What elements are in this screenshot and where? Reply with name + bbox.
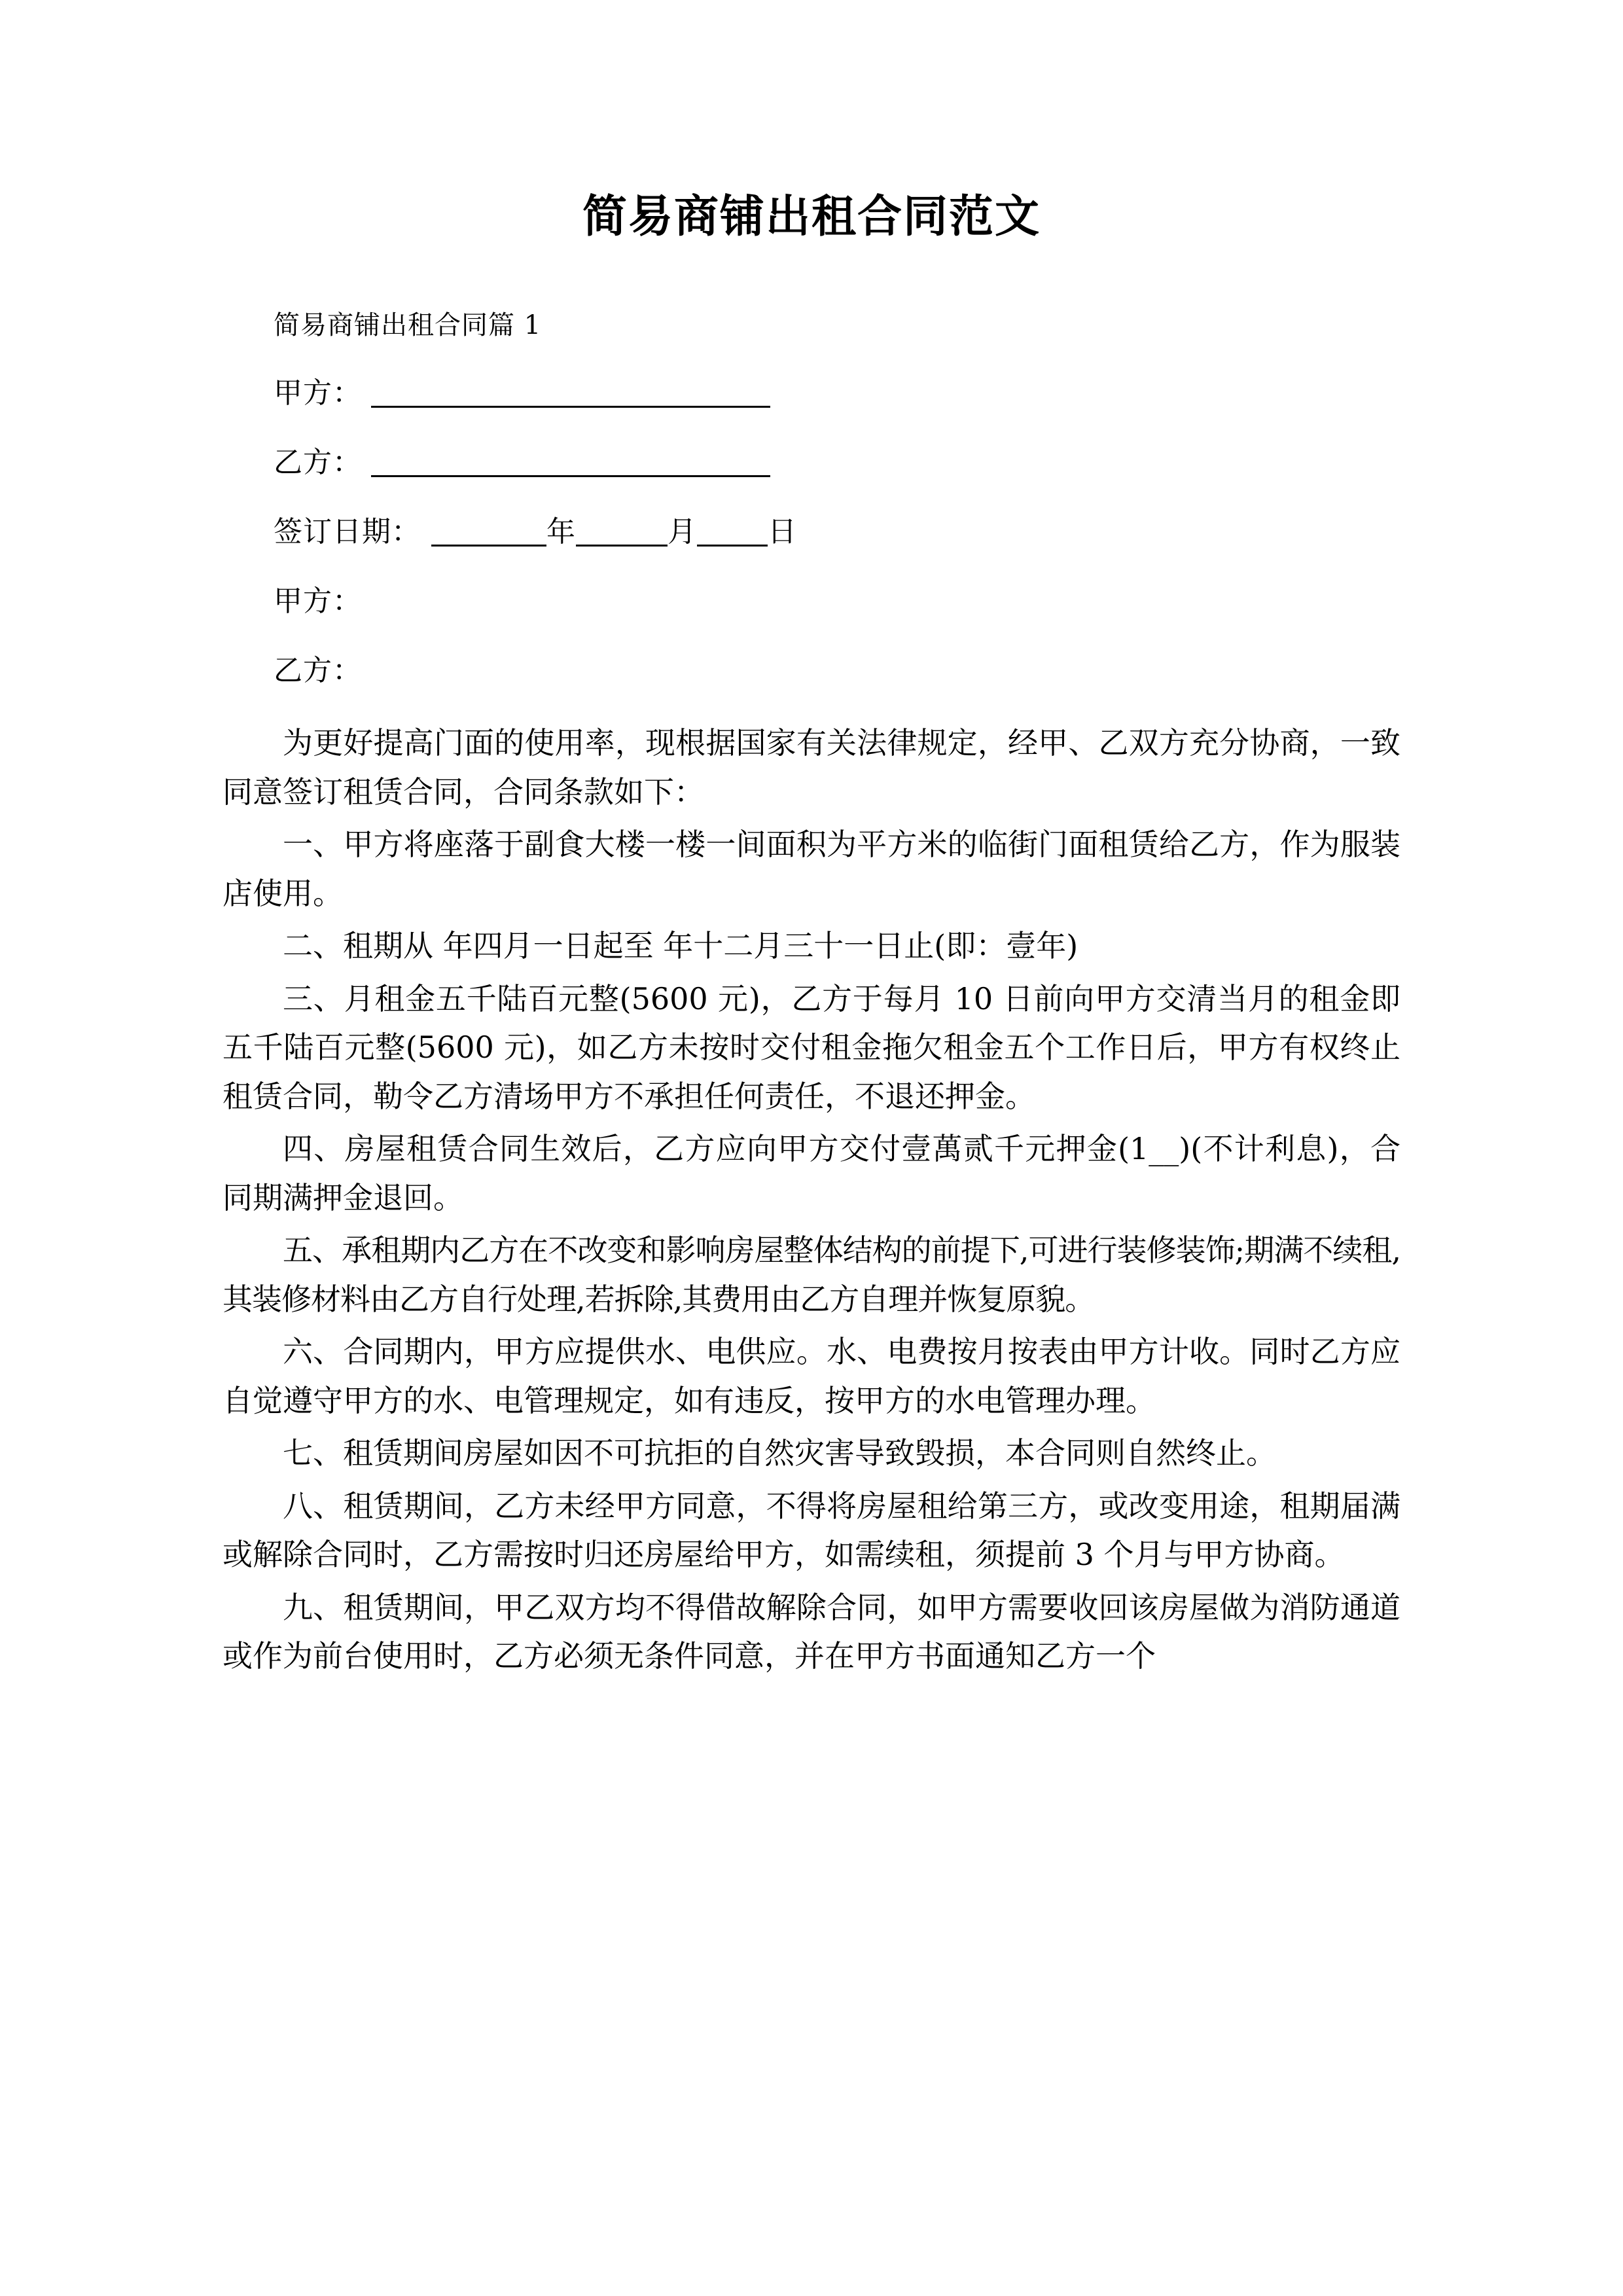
party-b-signature-label: 乙方：: [274, 654, 362, 688]
party-a-blank[interactable]: [371, 377, 770, 408]
party-a-signature-label: 甲方：: [274, 584, 362, 619]
sign-date-year-blank[interactable]: [431, 516, 546, 547]
clause-paragraph: 六、合同期内，甲方应提供水、电供应。水、电费按月按表由甲方计收。同时乙方应自觉遵守甲方的水、电管理规定，如有违反，按甲方的水电管理办理。: [223, 1334, 1400, 1418]
section-heading: 简易商铺出租合同篇 1: [274, 310, 542, 341]
clause-paragraph: 二、租期从 年四月一日起至 年十二月三十一日止(即：壹年): [283, 928, 1079, 964]
clause-paragraph: 八、租赁期间，乙方未经甲方同意，不得将房屋租给第三方，或改变用途，租期届满或解除合同时，乙方需按时归还房屋给甲方，如需续租，须提前 3 个月与甲方协商。: [223, 1488, 1400, 1573]
clause-paragraph: 三、月租金五千陆百元整(5600 元)，乙方于每月 10 日前向甲方交清当月的租金即五千陆百元整(5600 元)，如乙方未按时交付租金拖欠租金五个工作日后，甲方有权终止租赁合同，勒令乙方清场甲方不承担任何责任，不退还押金。: [223, 980, 1400, 1114]
sign-date-day-blank[interactable]: [697, 516, 768, 547]
party-b-label: 乙方：: [274, 446, 362, 480]
party-a-field-row: [223, 372, 1400, 415]
party-b-field-row: [223, 441, 1400, 484]
clause-paragraph: 一、甲方将座落于副食大楼一楼一间面积为平方米的临街门面租赁给乙方，作为服装店使用。: [223, 827, 1400, 911]
sign-date-label: 签订日期：: [274, 515, 421, 549]
clause-paragraph: 七、租赁期间房屋如因不可抗拒的自然灾害导致毁损，本合同则自然终止。: [283, 1435, 1276, 1471]
sign-date-month-blank[interactable]: [576, 516, 668, 547]
document-content: [223, 0, 1400, 1685]
contract-body: [223, 719, 1400, 1681]
day-unit-label: 日: [768, 515, 797, 549]
party-a-label: 甲方：: [274, 376, 362, 410]
sign-date-field-row: [223, 511, 1400, 554]
preamble-paragraph: 为更好提高门面的使用率，现根据国家有关法律规定，经甲、乙双方充分协商，一致同意签订租赁合同，合同条款如下：: [223, 725, 1400, 810]
year-unit-label: 年: [546, 515, 576, 549]
party-b-blank[interactable]: [371, 446, 770, 477]
clause-paragraph: 九、租赁期间，甲乙双方均不得借故解除合同，如甲方需要收回该房屋做为消防通道或作为前台使用时，乙方必须无条件同意，并在甲方书面通知乙方一个: [223, 1589, 1400, 1674]
clause-paragraph: 五、承租期内乙方在不改变和影响房屋整体结构的前提下,可进行装修装饰;期满不续租,其装修材料由乙方自行处理,若拆除,其费用由乙方自理并恢复原貌。: [223, 1232, 1400, 1317]
clause-paragraph: 四、房屋租赁合同生效后，乙方应向甲方交付壹萬贰千元押金(1__)(不计利息)，合同期满押金退回。: [223, 1131, 1400, 1215]
page-title: 简易商铺出租合同范文: [582, 190, 1041, 243]
month-unit-label: 月: [668, 515, 697, 549]
